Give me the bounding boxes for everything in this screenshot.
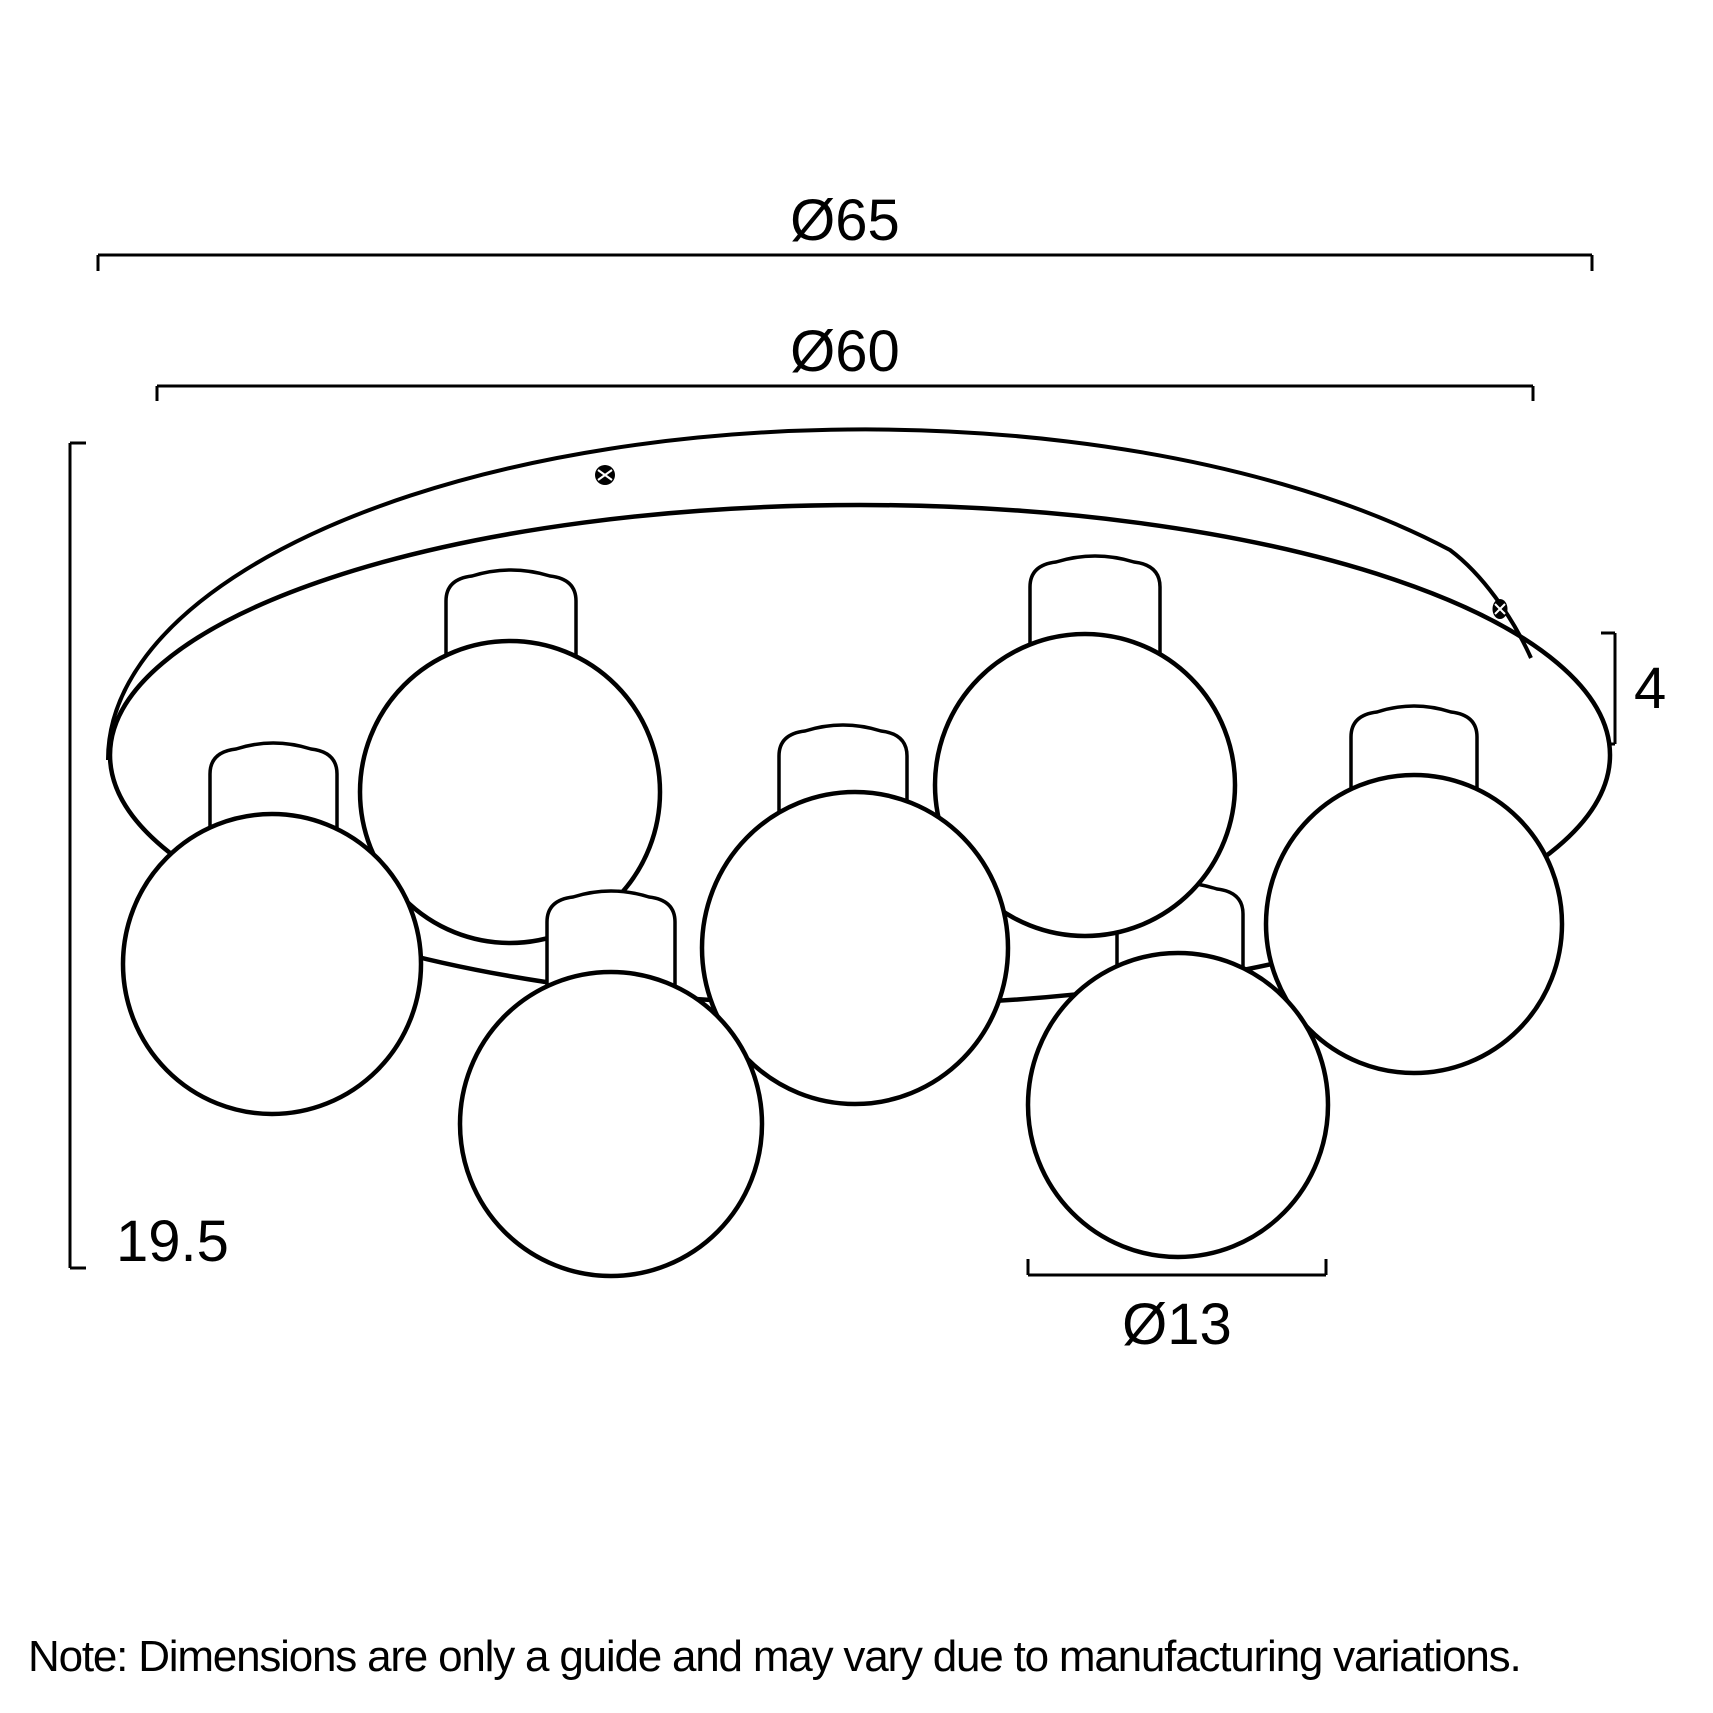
lamp-globe bbox=[1266, 775, 1562, 1073]
dimension-label-inner-diameter: Ø60 bbox=[790, 319, 900, 384]
dimension-globe-diameter bbox=[1028, 1259, 1326, 1275]
dimension-overall-height bbox=[70, 443, 86, 1268]
dimension-label-overall-height: 19.5 bbox=[116, 1209, 229, 1274]
screw-icon bbox=[1493, 599, 1508, 619]
dimension-outer-diameter bbox=[98, 255, 1592, 271]
dimension-label-plate-thickness: 4 bbox=[1634, 656, 1667, 721]
lamp-globe bbox=[1028, 953, 1328, 1257]
note-text: Note: Dimensions are only a guide and may vary due to manufacturing variations. bbox=[28, 1632, 1521, 1681]
dimension-label-globe-diameter: Ø13 bbox=[1122, 1292, 1232, 1357]
dimension-label-outer-diameter: Ø65 bbox=[790, 188, 900, 253]
lamp-globe bbox=[123, 814, 421, 1114]
screw-icon bbox=[595, 465, 615, 485]
dimension-inner-diameter bbox=[157, 386, 1533, 401]
lamp-globe bbox=[460, 972, 762, 1276]
